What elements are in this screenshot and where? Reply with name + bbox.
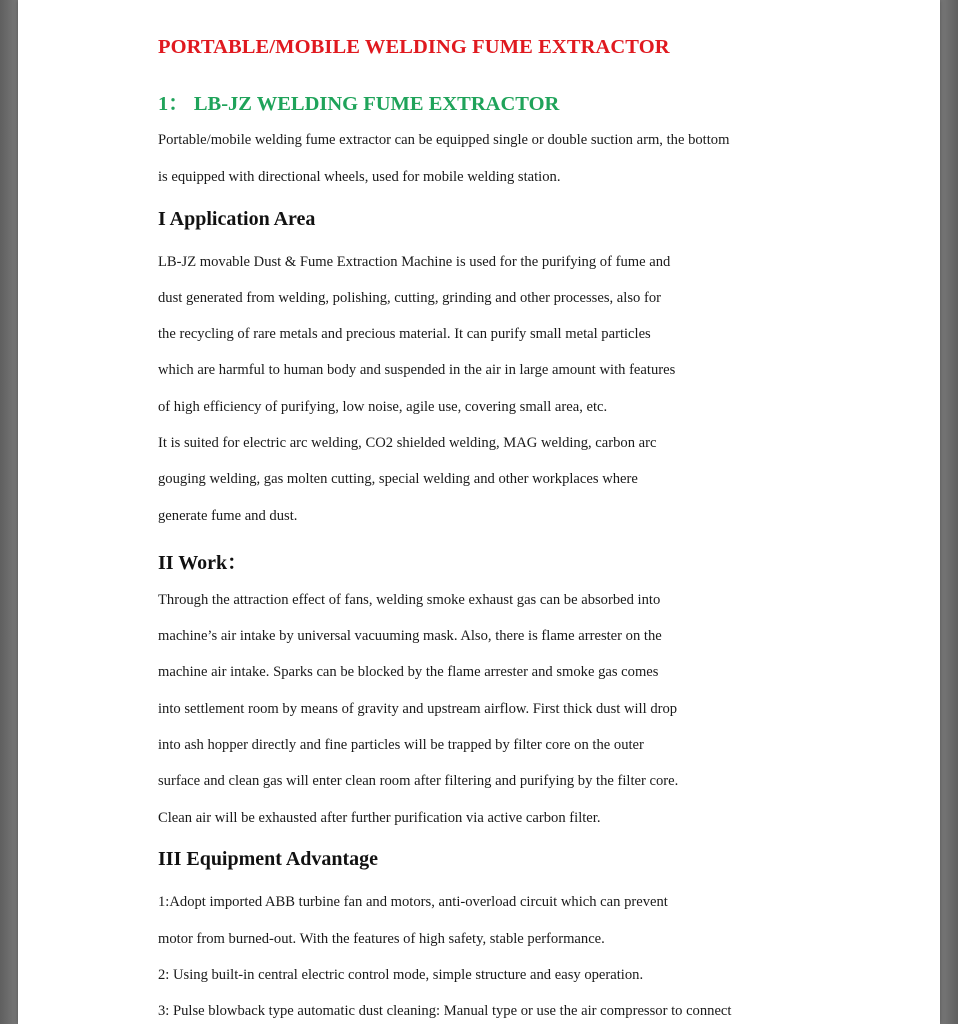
paragraph-line: machine air intake. Sparks can be blocked by the flame arrester and smoke gas comes	[158, 664, 659, 680]
paragraph-line: Clean air will be exhausted after further purification via active carbon filter.	[158, 810, 601, 826]
paragraph-line: into ash hopper directly and fine particles will be trapped by filter core on the outer	[158, 737, 644, 753]
paragraph-line: LB-JZ movable Dust & Fume Extraction Machine is used for the purifying of fume and	[158, 254, 671, 270]
paragraph-line: generate fume and dust.	[158, 508, 298, 524]
paragraph-line: 3: Pulse blowback type automatic dust cleaning: Manual type or use the air compressor to connect	[158, 1003, 732, 1019]
paragraph-line: surface and clean gas will enter clean room after filtering and purifying by the filter core.	[158, 773, 679, 789]
intro-line: Portable/mobile welding fume extractor can be equipped single or double suction arm, the bottom	[158, 132, 730, 148]
document-page[interactable]	[18, 0, 940, 1024]
paragraph-line: of high efficiency of purifying, low noise, agile use, covering small area, etc.	[158, 399, 608, 415]
section-heading-equipment-advantage: III Equipment Advantage	[158, 848, 379, 870]
paragraph-line: 1:Adopt imported ABB turbine fan and motors, anti-overload circuit which can prevent	[158, 894, 668, 910]
paragraph-line: machine’s air intake by universal vacuuming mask. Also, there is flame arrester on the	[158, 628, 662, 644]
paragraph-line: 2: Using built-in central electric control mode, simple structure and easy operation.	[158, 967, 644, 983]
document-subtitle: 1： LB-JZ WELDING FUME EXTRACTOR	[158, 93, 560, 115]
section-heading-application-area: I Application Area	[158, 208, 316, 230]
document-title: PORTABLE/MOBILE WELDING FUME EXTRACTOR	[158, 36, 670, 58]
paragraph-line: which are harmful to human body and suspended in the air in large amount with features	[158, 362, 676, 378]
paragraph-line: into settlement room by means of gravity and upstream airflow. First thick dust will drop	[158, 701, 678, 717]
paragraph-line: gouging welding, gas molten cutting, special welding and other workplaces where	[158, 471, 638, 487]
paragraph-line: Through the attraction effect of fans, welding smoke exhaust gas can be absorbed into	[158, 592, 661, 608]
section-heading-work: II Work：	[158, 552, 248, 574]
paragraph-line: dust generated from welding, polishing, cutting, grinding and other processes, also for	[158, 290, 661, 306]
intro-line: is equipped with directional wheels, used for mobile welding station.	[158, 169, 561, 185]
paragraph-line: It is suited for electric arc welding, CO2 shielded welding, MAG welding, carbon arc	[158, 435, 657, 451]
paragraph-line: the recycling of rare metals and precious material. It can purify small metal particles	[158, 326, 651, 342]
paragraph-line: motor from burned-out. With the features of high safety, stable performance.	[158, 931, 605, 947]
